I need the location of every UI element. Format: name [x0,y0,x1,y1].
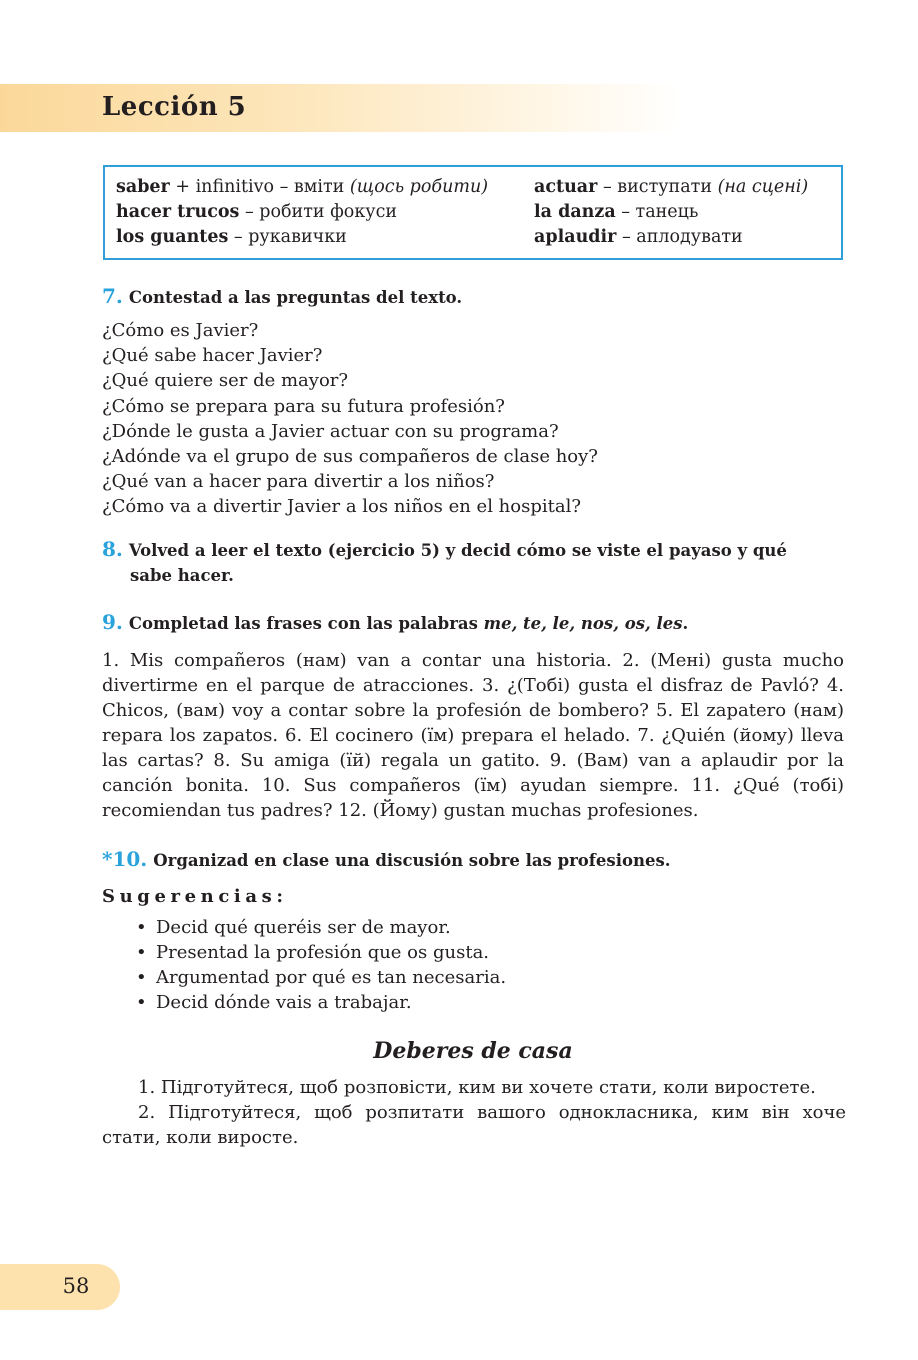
vocab-term: saber [116,177,170,197]
question: ¿Qué quiere ser de mayor? [102,370,349,392]
exercise-8-heading [102,537,846,588]
homework-list [102,1075,846,1150]
homework-title: Deberes de casa [373,1038,573,1064]
list-item [136,965,506,990]
exercise-number: 8. [102,537,123,561]
bullet-icon: • [136,942,147,963]
vocab-term: la danza [534,202,616,222]
exercise-number: *10. [102,847,148,871]
vocab-translation: – рукавички [228,227,347,247]
exercise-7-heading [102,284,462,310]
page-number-tab [0,1264,120,1310]
question: ¿Cómo es Javier? [102,320,259,341]
question: ¿Cómo se prepara para su futura profesión? [102,395,505,417]
question: ¿Cómo va a divertir Javier a los niños en el hospital? [102,496,581,518]
vocab-note: (на сцені) [717,177,809,197]
exercise-9-text: 1. Mis compañeros (нам) van a contar una historia. 2. (Мені) gusta mucho divertirme en el parque de atracciones. 3. ¿(Тобі) gusta el disfraz de Pavló? 4. Chicos, (вам) voy a contar sobre la profesión de bombero? 5. El zapatero (нам) repara los zapatos. 6. El cocinero (їм) prepara el helado. 7. ¿Quién (йому) lleva las cartas? 8. Su amiga (їй) regala un gatito. 9. (Вам) van a aplaudir por la canción bonita. 10. Sus compañeros (їм) ayudan siempre. 11. ¿Qué (тобі) recomiendan tus padres? 12. (Йому) gustan muchas profesiones. [102,650,844,821]
exercise-instruction-cont: sabe hacer. [130,566,234,585]
list-item-text: Argumentad por qué es tan necesaria. [156,967,507,988]
bullet-icon: • [136,992,147,1013]
vocab-note: (щось робити) [349,177,489,197]
suggestions-title: Sugerencias: [102,886,288,907]
vocab-translation: – робити фокуси [239,202,398,222]
vocab-translation: – виступати [597,177,718,197]
list-item-text: Decid qué queréis ser de mayor. [156,917,451,938]
vocab-translation: + infinitivo – вміти [169,177,350,197]
exercise-instruction: Volved a leer el texto (ejercicio 5) y decid cómo se viste el payaso y qué [128,541,787,560]
exercise-words: me, te, le, nos, os, les [483,614,683,633]
exercise-number: 9. [102,610,123,634]
list-item-text: Decid dónde vais a trabajar. [156,992,412,1013]
vocab-item [116,200,488,225]
vocab-term: hacer trucos [116,202,240,222]
vocab-item [534,175,808,200]
list-item-text: Presentad la profesión que os gusta. [156,942,490,963]
homework-item: 2. Підготуйтеся, щоб розпитати вашого однокласника, ким він хоче стати, коли виросте. [102,1102,846,1148]
punctuation: . [682,614,689,633]
question: ¿Adónde va el grupo de sus compañeros de clase hoy? [102,446,598,468]
vocabulary-box [103,165,843,260]
vocab-item [116,175,488,200]
question-list [102,318,598,520]
vocab-column-left [116,175,488,250]
exercise-instruction: Completad las frases con las palabras [128,614,484,633]
homework-item: 1. Підготуйтеся, щоб розповісти, ким ви хочете стати, коли виростете. [138,1077,816,1098]
question: ¿Qué sabe hacer Javier? [102,345,323,367]
vocab-term: aplaudir [534,227,617,247]
vocab-translation: – танець [615,202,699,222]
exercise-instruction: Contestad a las preguntas del texto. [128,288,463,307]
exercise-instruction: Organizad en clase una discusión sobre las profesiones. [153,851,671,870]
bullet-icon: • [136,967,147,988]
list-item [136,940,506,965]
exercise-9-heading [102,610,688,636]
exercise-10-heading [102,847,671,873]
question: ¿Dónde le gusta a Javier actuar con su programa? [102,420,559,442]
vocab-item [116,225,488,250]
bullet-icon: • [136,917,147,938]
exercise-number: 7. [102,284,123,308]
list-item [136,915,506,940]
lesson-title: Lección 5 [102,92,247,122]
vocab-column-right [534,175,808,250]
list-item [136,990,506,1015]
vocab-item [534,225,808,250]
vocab-item [534,200,808,225]
suggestions-list [136,915,506,1015]
page-number: 58 [62,1274,90,1298]
vocab-term: actuar [534,177,598,197]
vocab-translation: – аплодувати [616,227,743,247]
vocab-term: los guantes [116,227,229,247]
question: ¿Qué van a hacer para divertir a los niños? [102,471,495,493]
